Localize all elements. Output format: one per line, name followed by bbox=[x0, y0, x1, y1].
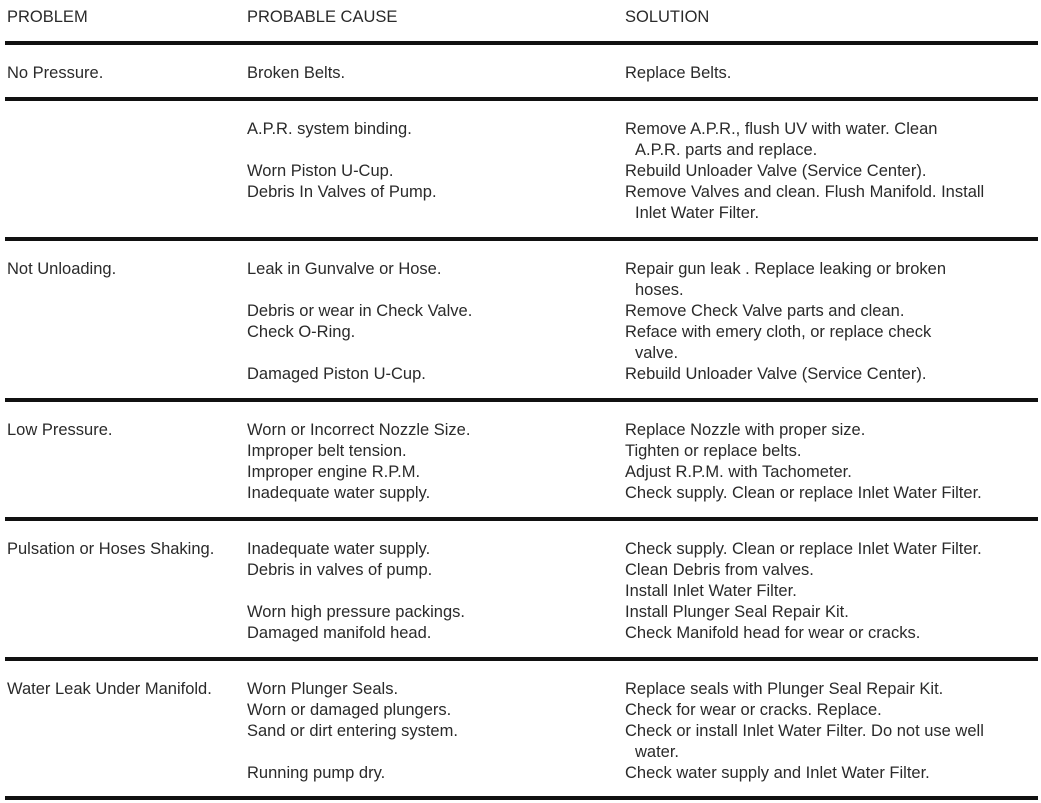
table-rule bbox=[5, 657, 1038, 661]
solution-cell: Clean Debris from valves. bbox=[625, 561, 814, 579]
cause-cell: Broken Belts. bbox=[247, 64, 346, 82]
cause-cell: Inadequate water supply. bbox=[247, 540, 431, 558]
cause-cell: A.P.R. system binding. bbox=[247, 120, 412, 138]
solution-cell: A.P.R. parts and replace. bbox=[635, 141, 818, 159]
cause-cell: Debris in valves of pump. bbox=[247, 561, 433, 579]
cause-cell: Worn or Incorrect Nozzle Size. bbox=[247, 421, 471, 439]
cause-cell: Improper engine R.P.M. bbox=[247, 463, 421, 481]
table-rule bbox=[5, 237, 1038, 241]
solution-cell: Check supply. Clean or replace Inlet Water Filter. bbox=[625, 484, 982, 502]
problem-cell: Water Leak Under Manifold. bbox=[7, 680, 212, 698]
table-rule bbox=[5, 41, 1038, 45]
solution-cell: Reface with emery cloth, or replace check bbox=[625, 323, 932, 341]
solution-cell: Inlet Water Filter. bbox=[635, 204, 760, 222]
cause-cell: Sand or dirt entering system. bbox=[247, 722, 458, 740]
table-rule bbox=[5, 398, 1038, 402]
cause-cell: Worn Piston U-Cup. bbox=[247, 162, 394, 180]
solution-cell: Remove Valves and clean. Flush Manifold. Install bbox=[625, 183, 985, 201]
solution-cell: Rebuild Unloader Valve (Service Center). bbox=[625, 162, 927, 180]
solution-cell: water. bbox=[635, 743, 680, 761]
solution-cell: Install Inlet Water Filter. bbox=[625, 582, 797, 600]
solution-cell: Check or install Inlet Water Filter. Do not use well bbox=[625, 722, 984, 740]
header-solution: SOLUTION bbox=[625, 8, 710, 26]
solution-cell: Check water supply and Inlet Water Filter. bbox=[625, 764, 930, 782]
header-probable-cause: PROBABLE CAUSE bbox=[247, 8, 398, 26]
cause-cell: Worn high pressure packings. bbox=[247, 603, 465, 621]
solution-cell: Check Manifold head for wear or cracks. bbox=[625, 624, 921, 642]
solution-cell: Repair gun leak . Replace leaking or broken bbox=[625, 260, 947, 278]
cause-cell: Improper belt tension. bbox=[247, 442, 407, 460]
solution-cell: Install Plunger Seal Repair Kit. bbox=[625, 603, 849, 621]
table-rule bbox=[5, 97, 1038, 101]
cause-cell: Worn or damaged plungers. bbox=[247, 701, 452, 719]
solution-cell: Remove A.P.R., flush UV with water. Clean bbox=[625, 120, 938, 138]
header-problem: PROBLEM bbox=[7, 8, 88, 26]
problem-cell: Not Unloading. bbox=[7, 260, 117, 278]
solution-cell: Replace Nozzle with proper size. bbox=[625, 421, 866, 439]
cause-cell: Damaged Piston U-Cup. bbox=[247, 365, 426, 383]
solution-cell: Replace seals with Plunger Seal Repair Kit. bbox=[625, 680, 944, 698]
solution-cell: Check supply. Clean or replace Inlet Water Filter. bbox=[625, 540, 982, 558]
cause-cell: Debris In Valves of Pump. bbox=[247, 183, 437, 201]
cause-cell: Leak in Gunvalve or Hose. bbox=[247, 260, 442, 278]
problem-cell: Pulsation or Hoses Shaking. bbox=[7, 540, 215, 558]
solution-cell: Tighten or replace belts. bbox=[625, 442, 802, 460]
solution-cell: Remove Check Valve parts and clean. bbox=[625, 302, 905, 320]
problem-cell: Low Pressure. bbox=[7, 421, 113, 439]
table-rule bbox=[5, 517, 1038, 521]
solution-cell: hoses. bbox=[635, 281, 684, 299]
cause-cell: Inadequate water supply. bbox=[247, 484, 431, 502]
cause-cell: Check O-Ring. bbox=[247, 323, 356, 341]
cause-cell: Running pump dry. bbox=[247, 764, 386, 782]
solution-cell: valve. bbox=[635, 344, 679, 362]
problem-cell: No Pressure. bbox=[7, 64, 104, 82]
solution-cell: Replace Belts. bbox=[625, 64, 732, 82]
solution-cell: Rebuild Unloader Valve (Service Center). bbox=[625, 365, 927, 383]
cause-cell: Debris or wear in Check Valve. bbox=[247, 302, 473, 320]
table-rule bbox=[5, 796, 1038, 800]
cause-cell: Damaged manifold head. bbox=[247, 624, 432, 642]
cause-cell: Worn Plunger Seals. bbox=[247, 680, 399, 698]
solution-cell: Check for wear or cracks. Replace. bbox=[625, 701, 882, 719]
solution-cell: Adjust R.P.M. with Tachometer. bbox=[625, 463, 852, 481]
